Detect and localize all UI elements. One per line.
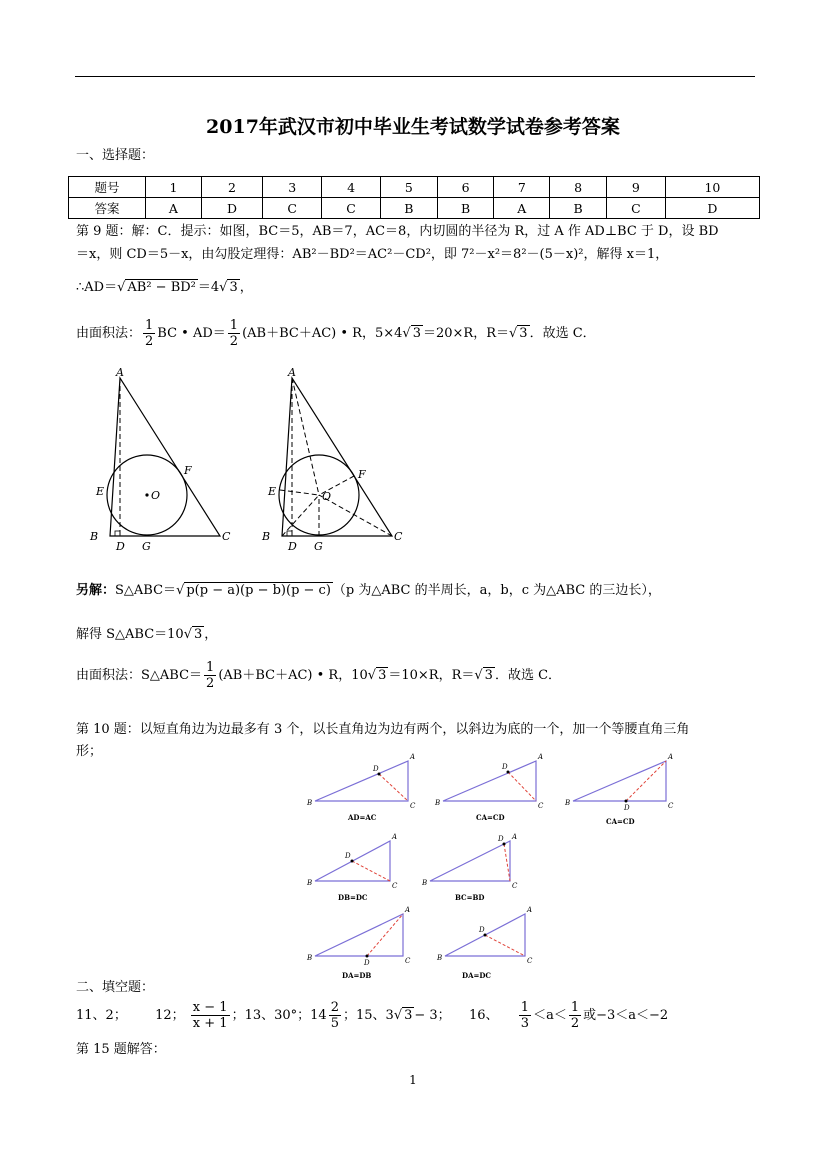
figure-right bbox=[261, 366, 403, 553]
q9-line1: 第 9 题：解：C．提示：如图，BC＝5，AB＝7，AC＝8，内切圆的半径为 R，过 A 作 AD⊥BC 于 D，设 BD bbox=[76, 224, 719, 239]
a16-fraction-1: $\frac{1}{3}$ bbox=[520, 1000, 530, 1031]
alt-solution-line: 另解：S△ABC＝√ p(p − a)(p − b)(p − c) （p 为△ABC 的半周长，a，b，c 为△ABC 的三边长）， bbox=[76, 583, 661, 598]
table-cell: A bbox=[494, 198, 550, 219]
q9-area-mid2: (AB＋BC＋AC) • R，5×4 bbox=[242, 326, 403, 341]
svg-text:DA=DB: DA=DB bbox=[342, 971, 372, 978]
q10-figure-1 bbox=[306, 753, 416, 822]
svg-text:DA=DC: DA=DC bbox=[462, 971, 492, 978]
q9-ad-eq: ＝4 bbox=[197, 280, 220, 295]
fill-a16: 16、 bbox=[468, 1008, 499, 1023]
answer-table bbox=[68, 176, 760, 219]
fill-a16-mid: ＜a＜ bbox=[533, 1008, 567, 1023]
section-fill-heading: 二、填空题： bbox=[76, 980, 155, 995]
svg-text:C: C bbox=[668, 802, 674, 810]
alt-solved-line: 解得 S△ABC＝10√ 3 ， bbox=[76, 627, 218, 642]
table-cell: 2 bbox=[201, 177, 262, 198]
q9-figures bbox=[80, 360, 430, 560]
alt-area-prefix: 由面积法：S△ABC＝ bbox=[76, 668, 203, 683]
heron-sqrt: p(p − a)(p − b)(p − c) bbox=[186, 583, 331, 598]
svg-text:A: A bbox=[392, 833, 398, 841]
q9-area-mid3: ＝20×R，R＝ bbox=[422, 326, 509, 341]
q9-ad-sqrt2: 3 bbox=[229, 280, 238, 295]
q9-area-prefix: 由面积法： bbox=[76, 326, 142, 341]
svg-text:A: A bbox=[538, 753, 544, 761]
q10-figure-5 bbox=[421, 833, 518, 902]
q9-ad-line: ∴AD＝√ AB² − BD² ＝4√ 3 ， bbox=[76, 280, 253, 295]
svg-text:B: B bbox=[437, 954, 443, 962]
table-cell: 1 bbox=[146, 177, 202, 198]
svg-text:A: A bbox=[405, 906, 411, 914]
svg-text:O: O bbox=[151, 489, 161, 502]
q10-figure-4 bbox=[306, 833, 398, 902]
svg-text:A: A bbox=[116, 366, 124, 379]
alt-solved-prefix: 解得 S△ABC＝10 bbox=[76, 627, 184, 642]
svg-text:D: D bbox=[116, 540, 125, 553]
a14-fraction: $\frac{2}{5}$ bbox=[330, 1000, 339, 1031]
table-cell: C bbox=[263, 198, 322, 219]
table-cell: A bbox=[146, 198, 202, 219]
svg-text:CA=CD: CA=CD bbox=[476, 813, 505, 822]
svg-text:C: C bbox=[405, 957, 411, 965]
page-number: 1 bbox=[409, 1073, 417, 1087]
fill-a15: ；15、3 bbox=[342, 1008, 394, 1023]
alt-area-end: ．故选 C． bbox=[494, 668, 562, 683]
svg-text:C: C bbox=[222, 530, 231, 543]
svg-text:E: E bbox=[96, 485, 105, 498]
svg-text:C: C bbox=[527, 957, 533, 965]
svg-text:A: A bbox=[668, 753, 674, 761]
fill-answers-line: 11、2； 12； $\frac{x - 1}{x + 1}$ ；13、30°；14 $\frac{2}{5}$ ；15、3√ 3 − 3； 16、 $\frac{1}{3}$ ＜a＜ $\frac{1}{2}$ 或−3＜a＜−2 bbox=[76, 1000, 669, 1031]
svg-text:A: A bbox=[410, 753, 416, 761]
svg-text:O: O bbox=[322, 490, 332, 503]
q10-figure-6 bbox=[306, 906, 411, 978]
table-cell: 6 bbox=[437, 177, 494, 198]
table-cell: 7 bbox=[494, 177, 550, 198]
a16-fraction-2: $\frac{1}{2}$ bbox=[570, 1000, 580, 1031]
table-cell: 9 bbox=[606, 177, 665, 198]
svg-text:D: D bbox=[364, 959, 370, 967]
svg-text:C: C bbox=[538, 802, 544, 810]
table-row bbox=[69, 177, 760, 198]
svg-text:E: E bbox=[268, 485, 277, 498]
half-fraction: $\frac{1}{2}$ bbox=[145, 318, 154, 349]
svg-text:D: D bbox=[288, 540, 297, 553]
table-cell: 10 bbox=[665, 177, 759, 198]
svg-text:F: F bbox=[358, 468, 366, 481]
table-cell: 5 bbox=[380, 177, 437, 198]
svg-text:D: D bbox=[624, 804, 630, 812]
q9-area-line: 由面积法： $\frac{1}{2}$ BC • AD＝ $\frac{1}{2}$ (AB＋BC＋AC) • R，5×4√ 3 ＝20×R，R＝√ 3 ．故选 C． bbox=[76, 318, 596, 349]
section-choice-heading: 一、选择题： bbox=[76, 148, 155, 163]
half-fraction: $\frac{1}{2}$ bbox=[229, 318, 239, 349]
svg-text:BC=BD: BC=BD bbox=[455, 893, 485, 902]
alt-area-mid2: ＝10×R，R＝ bbox=[388, 668, 475, 683]
svg-text:B: B bbox=[307, 954, 313, 962]
q10-line1: 第 10 题：以短直角边为边最多有 3 个，以长直角边为边有两个，以斜边为底的一个，加一个等腰直角三角 bbox=[76, 722, 690, 737]
table-row bbox=[69, 198, 760, 219]
fill-a11: 11、2； bbox=[76, 1008, 127, 1023]
q10-figures bbox=[300, 748, 685, 978]
svg-text:C: C bbox=[394, 530, 403, 543]
table-cell: 答案 bbox=[69, 198, 146, 219]
alt-s-abc: S△ABC＝ bbox=[115, 583, 177, 598]
svg-text:AD=AC: AD=AC bbox=[348, 813, 377, 822]
table-cell: 8 bbox=[550, 177, 607, 198]
svg-text:C: C bbox=[512, 882, 518, 890]
page-title: 2017年武汉市初中毕业生考试数学试卷参考答案 bbox=[206, 116, 620, 138]
alt-area-line: 由面积法：S△ABC＝ $\frac{1}{2}$ (AB＋BC＋AC) • R，10√ 3 ＝10×R，R＝√ 3 ．故选 C． bbox=[76, 660, 562, 691]
svg-text:B: B bbox=[262, 530, 271, 543]
svg-text:DB=DC: DB=DC bbox=[338, 893, 368, 902]
svg-text:D: D bbox=[502, 763, 508, 771]
q9-line2: ＝x，则 CD＝5－x，由勾股定理得：AB²－BD²＝AC²－CD²，即 7²－x²＝8²－(5－x)²，解得 x＝1， bbox=[76, 247, 669, 262]
svg-text:D: D bbox=[373, 765, 379, 773]
svg-text:CA=CD: CA=CD bbox=[606, 817, 635, 826]
svg-text:F: F bbox=[184, 464, 192, 477]
svg-text:D: D bbox=[345, 852, 351, 860]
table-cell: C bbox=[606, 198, 665, 219]
svg-text:C: C bbox=[392, 882, 398, 890]
table-cell: 题号 bbox=[69, 177, 146, 198]
svg-text:B: B bbox=[90, 530, 99, 543]
table-cell: 3 bbox=[263, 177, 322, 198]
fill-a12: 12； bbox=[155, 1008, 185, 1023]
q10-figure-3 bbox=[564, 753, 674, 826]
svg-text:B: B bbox=[565, 799, 571, 807]
half-fraction: $\frac{1}{2}$ bbox=[206, 660, 215, 691]
svg-text:B: B bbox=[435, 799, 441, 807]
table-cell: B bbox=[380, 198, 437, 219]
fill-a15-end: − 3； bbox=[414, 1008, 451, 1023]
q10-figure-2 bbox=[434, 753, 544, 822]
alt-solved-end: ， bbox=[204, 627, 218, 642]
q15-heading: 第 15 题解答： bbox=[76, 1042, 166, 1057]
svg-text:D: D bbox=[498, 835, 504, 843]
alt-note: （p 为△ABC 的半周长，a，b，c 为△ABC 的三边长）， bbox=[332, 583, 661, 598]
svg-text:D: D bbox=[479, 926, 485, 934]
q9-area-mid1: BC • AD＝ bbox=[157, 326, 226, 341]
svg-text:A: A bbox=[527, 906, 533, 914]
svg-text:A: A bbox=[512, 833, 518, 841]
q9-ad-prefix: ∴AD＝ bbox=[76, 280, 118, 295]
table-cell: B bbox=[550, 198, 607, 219]
table-cell: B bbox=[437, 198, 494, 219]
alt-label: 另解： bbox=[76, 583, 116, 598]
table-cell: D bbox=[665, 198, 759, 219]
fill-a16-end: 或−3＜a＜−2 bbox=[583, 1008, 669, 1023]
table-cell: C bbox=[322, 198, 381, 219]
q10-line2: 形； bbox=[76, 744, 103, 759]
q9-ad-end: ， bbox=[239, 280, 253, 295]
figure-left bbox=[89, 366, 231, 553]
q9-ad-sqrt: AB² − BD² bbox=[127, 280, 196, 295]
svg-text:G: G bbox=[314, 540, 323, 553]
svg-text:B: B bbox=[307, 879, 313, 887]
svg-text:A: A bbox=[288, 366, 296, 379]
table-cell: 4 bbox=[322, 177, 381, 198]
fill-a13: ；13、30°；14 bbox=[231, 1008, 327, 1023]
svg-text:B: B bbox=[307, 799, 313, 807]
q10-figure-7 bbox=[436, 906, 533, 978]
svg-text:G: G bbox=[142, 540, 151, 553]
a12-fraction: $\frac{x - 1}{x + 1}$ bbox=[192, 1000, 228, 1031]
header-rule bbox=[75, 76, 755, 77]
q9-area-end: ．故选 C． bbox=[529, 326, 596, 341]
table-cell: D bbox=[201, 198, 262, 219]
svg-text:B: B bbox=[422, 879, 428, 887]
svg-text:C: C bbox=[410, 802, 416, 810]
alt-area-mid: (AB＋BC＋AC) • R，10 bbox=[218, 668, 368, 683]
